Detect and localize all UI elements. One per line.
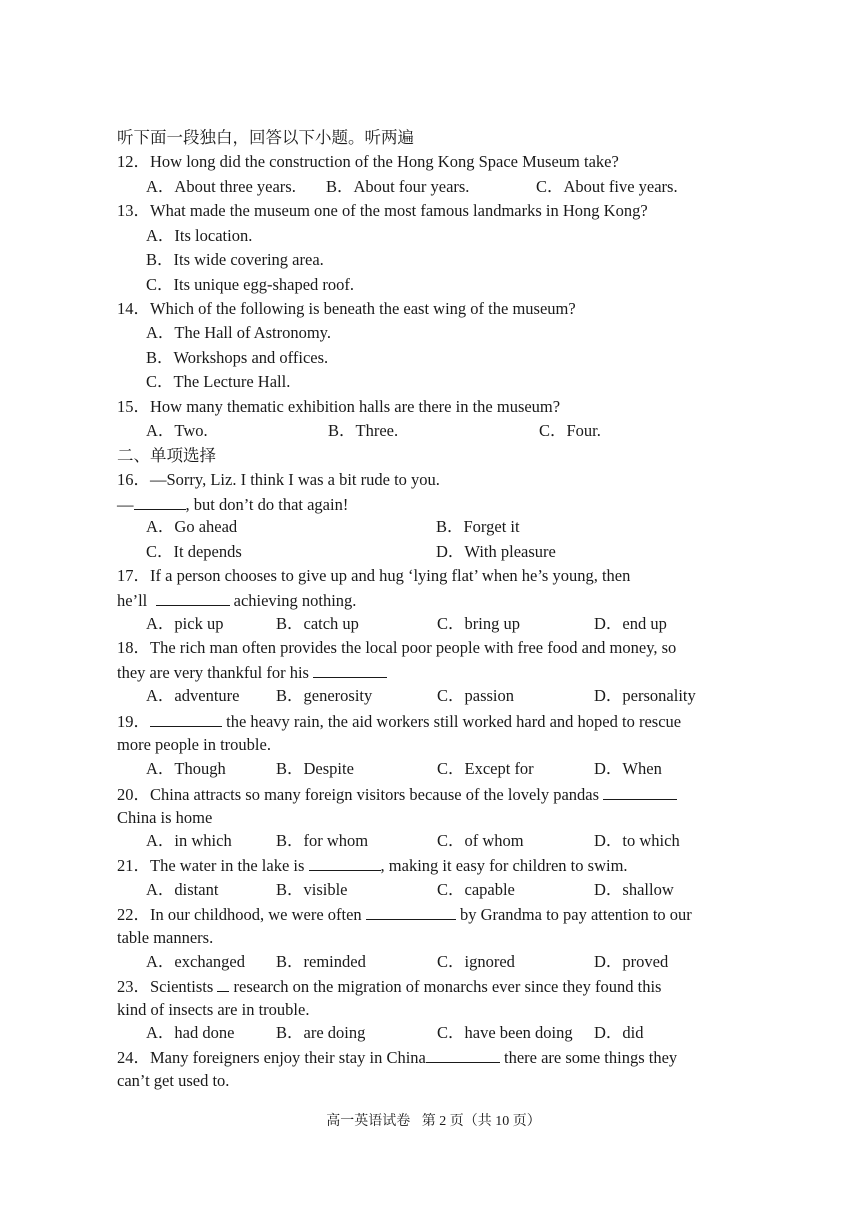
option-16-c[interactable]: C．It depends	[146, 542, 242, 561]
question-16: 16．—Sorry, Liz. I think I was a bit rude to you.	[117, 470, 440, 489]
option-16-b[interactable]: B．Forget it	[436, 517, 520, 536]
section-heading-multiple-choice: 二、单项选择	[117, 446, 216, 465]
option-13-b[interactable]: B．Its wide covering area.	[146, 250, 324, 269]
answer-blank	[313, 660, 387, 678]
stem-text: 22．In our childhood, we were often	[117, 905, 362, 924]
option-20-a[interactable]: A．in which	[146, 831, 232, 850]
question-17: 17．If a person chooses to give up and hug ‘lying flat’ when he’s young, then	[117, 566, 631, 585]
stem-text: they are very thankful for his	[117, 663, 309, 682]
option-17-d[interactable]: D．end up	[594, 614, 667, 633]
option-22-a[interactable]: A．exchanged	[146, 952, 245, 971]
option-23-a[interactable]: A．had done	[146, 1023, 235, 1042]
question-14: 14．Which of the following is beneath the east wing of the museum?	[117, 299, 576, 318]
stem-text: the heavy rain, the aid workers still worked hard and hoped to rescue	[226, 712, 682, 731]
option-20-b[interactable]: B．for whom	[276, 831, 369, 850]
question-18: 18．The rich man often provides the local poor people with free food and money, so	[117, 638, 677, 657]
question-20	[117, 782, 827, 807]
answer-blank	[217, 974, 229, 992]
page-footer	[0, 1112, 867, 1132]
option-21-c[interactable]: C．capable	[437, 880, 515, 899]
option-18-a[interactable]: A．adventure	[146, 686, 240, 705]
option-14-a[interactable]: A．The Hall of Astronomy.	[146, 323, 331, 342]
stem-text: research on the migration of monarchs ever since they found this	[233, 977, 662, 996]
option-19-c[interactable]: C．Except for	[437, 759, 534, 778]
option-13-a[interactable]: A．Its location.	[146, 226, 253, 245]
option-23-b[interactable]: B．are doing	[276, 1023, 366, 1042]
option-22-c[interactable]: C．ignored	[437, 952, 515, 971]
question-20-cont: China is home	[117, 808, 213, 827]
answer-blank	[309, 853, 381, 871]
option-17-b[interactable]: B．catch up	[276, 614, 359, 633]
option-15-c[interactable]: C．Four.	[539, 421, 601, 440]
question-17-cont	[117, 588, 827, 613]
answer-blank	[134, 492, 186, 510]
option-13-c[interactable]: C．Its unique egg-shaped roof.	[146, 275, 355, 294]
option-23-c[interactable]: C．have been doing	[437, 1023, 573, 1042]
question-22-cont: table manners.	[117, 928, 214, 947]
reply-dash: —	[117, 495, 134, 514]
answer-blank	[426, 1045, 500, 1063]
question-number: 19．	[117, 712, 150, 731]
answer-blank	[603, 782, 677, 800]
stem-text: he’ll	[117, 591, 148, 610]
option-12-b[interactable]: B．About four years.	[326, 177, 470, 196]
option-16-a[interactable]: A．Go ahead	[146, 517, 238, 536]
stem-text: 23．Scientists	[117, 977, 214, 996]
stem-text: 21．The water in the lake is	[117, 856, 305, 875]
option-20-c[interactable]: C．of whom	[437, 831, 524, 850]
answer-blank	[366, 902, 456, 920]
question-24	[117, 1045, 827, 1070]
option-21-d[interactable]: D．shallow	[594, 880, 674, 899]
question-12: 12．How long did the construction of the Hong Kong Space Museum take?	[117, 152, 619, 171]
option-18-c[interactable]: C．passion	[437, 686, 515, 705]
option-15-a[interactable]: A．Two.	[146, 421, 208, 440]
option-17-a[interactable]: A．pick up	[146, 614, 224, 633]
question-23-cont: kind of insects are in trouble.	[117, 1000, 310, 1019]
option-18-b[interactable]: B．generosity	[276, 686, 373, 705]
question-18-cont	[117, 660, 827, 685]
option-23-d[interactable]: D．did	[594, 1023, 644, 1042]
option-22-b[interactable]: B．reminded	[276, 952, 366, 971]
option-19-b[interactable]: B．Despite	[276, 759, 354, 778]
option-16-d[interactable]: D．With pleasure	[436, 542, 556, 561]
stem-text: 20．China attracts so many foreign visitors because of the lovely pandas	[117, 785, 600, 804]
stem-text: there are some things they	[503, 1048, 678, 1067]
question-19	[117, 709, 827, 734]
option-18-d[interactable]: D．personality	[594, 686, 696, 705]
option-21-b[interactable]: B．visible	[276, 880, 348, 899]
option-19-d[interactable]: D．When	[594, 759, 662, 778]
stem-text: by Grandma to pay attention to our	[459, 905, 692, 924]
stem-text: achieving nothing.	[233, 591, 357, 610]
option-12-c[interactable]: C．About five years.	[536, 177, 678, 196]
question-16-reply	[117, 492, 827, 517]
question-21	[117, 853, 827, 878]
section-heading-listening: 听下面一段独白，回答以下小题。听两遍	[117, 128, 414, 147]
option-19-a[interactable]: A．Though	[146, 759, 226, 778]
question-23	[117, 974, 827, 999]
option-22-d[interactable]: D．proved	[594, 952, 669, 971]
question-13: 13．What made the museum one of the most famous landmarks in Hong Kong?	[117, 201, 648, 220]
option-12-a[interactable]: A．About three years.	[146, 177, 296, 196]
option-14-b[interactable]: B．Workshops and offices.	[146, 348, 329, 367]
option-20-d[interactable]: D．to which	[594, 831, 680, 850]
option-17-c[interactable]: C．bring up	[437, 614, 520, 633]
answer-blank	[150, 709, 222, 727]
option-14-c[interactable]: C．The Lecture Hall.	[146, 372, 291, 391]
answer-blank	[156, 588, 230, 606]
option-15-b[interactable]: B．Three.	[328, 421, 399, 440]
reply-text: , but don’t do that again!	[185, 495, 349, 514]
stem-text: 24．Many foreigners enjoy their stay in China	[117, 1048, 426, 1067]
exam-title: 高一英语试卷	[326, 1114, 411, 1129]
stem-text: , making it easy for children to swim.	[380, 856, 628, 875]
option-21-a[interactable]: A．distant	[146, 880, 219, 899]
page-number: 第 2 页（共 10 页）	[421, 1114, 541, 1129]
question-15: 15．How many thematic exhibition halls are there in the museum?	[117, 397, 561, 416]
question-24-cont: can’t get used to.	[117, 1071, 230, 1090]
question-19-cont: more people in trouble.	[117, 735, 271, 754]
question-22	[117, 902, 827, 927]
